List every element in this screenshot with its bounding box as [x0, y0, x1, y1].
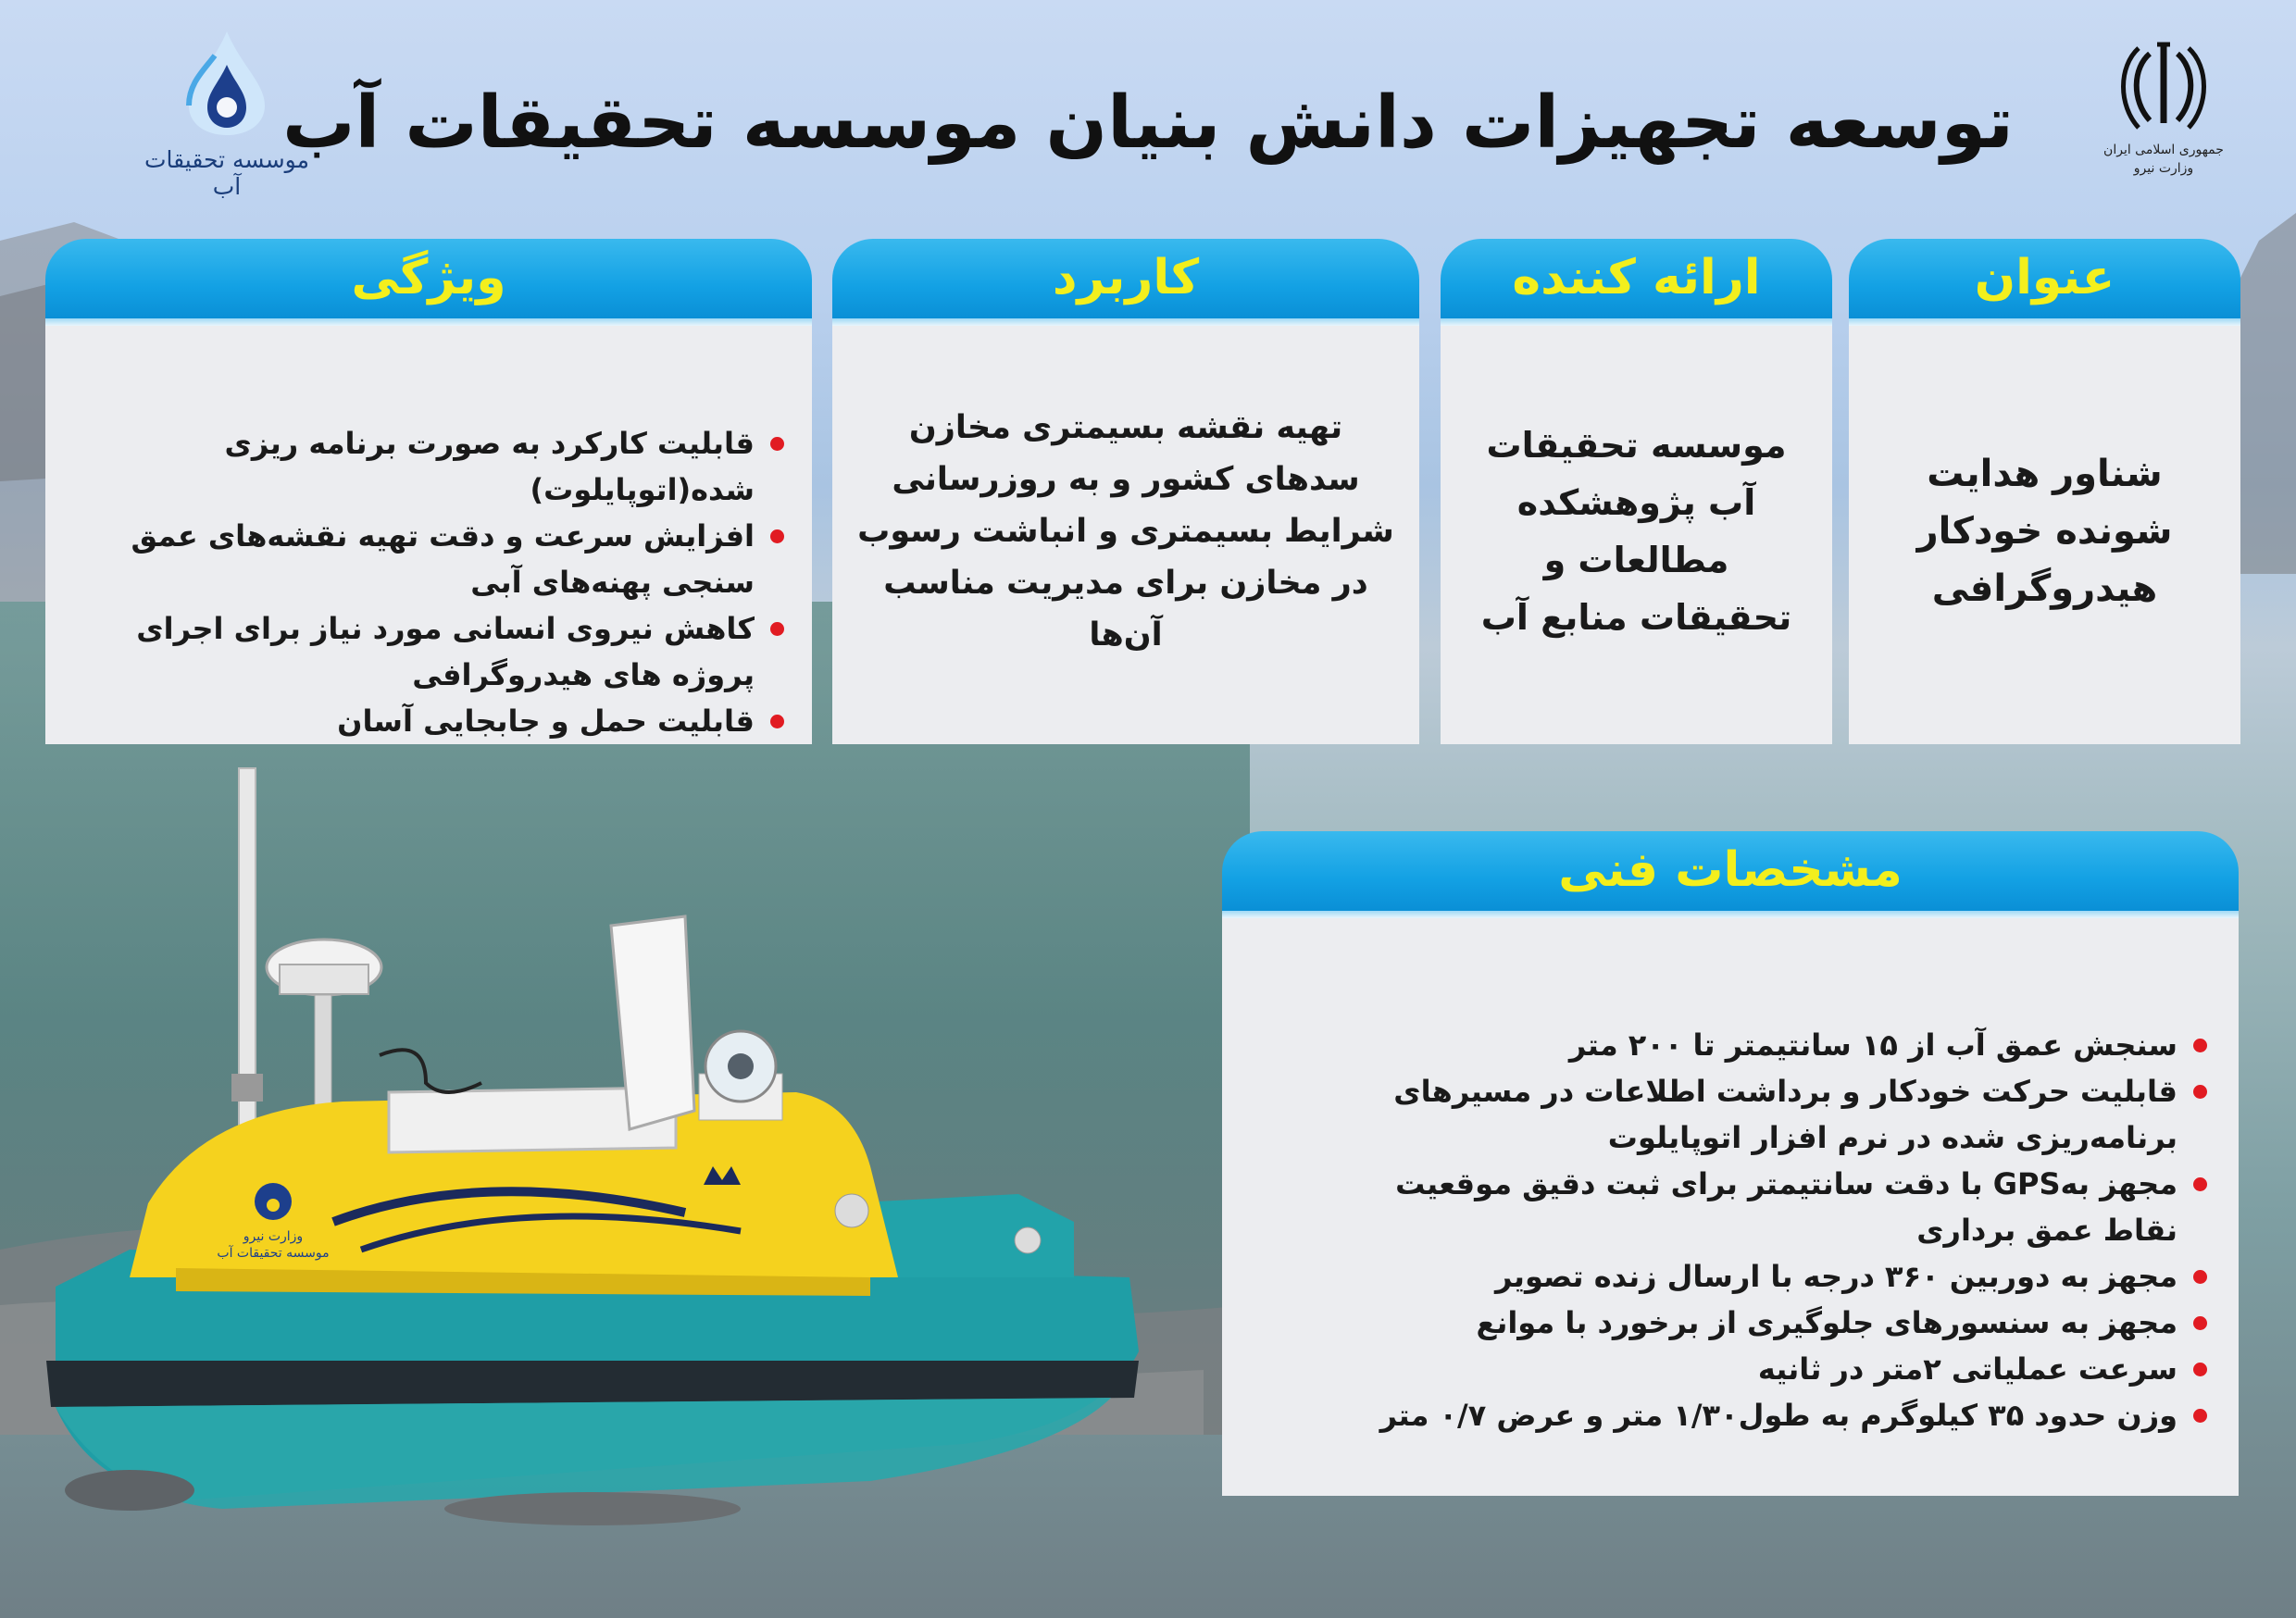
features-list-item: افزایش سرعت و دقت تهیه نقشه‌های عمق سنجی پهنه‌های آبی	[73, 513, 792, 605]
card-specs-body	[1222, 911, 2239, 1496]
card-title-heading: عنوان	[1849, 239, 2240, 318]
card-specs	[1222, 831, 2239, 1496]
specs-list	[1370, 1022, 2215, 1438]
features-list-item: قابلیت کارکرد به صورت برنامه ریزی شده(اتوپایلوت)	[73, 420, 792, 513]
specs-list-item: وزن حدود ۳۵ کیلوگرم به طول۱/۳۰ متر و عرض ۰/۷ متر	[1370, 1392, 2215, 1438]
features-list-item: کاهش نیروی انسانی مورد نیاز برای اجرای پروژه های هیدروگرافی	[73, 605, 792, 698]
specs-list-item: مجهز بهGPS با دقت سانتیمتر برای ثبت دقیق موقعیت نقاط عمق برداری	[1370, 1161, 2215, 1253]
card-provider	[1441, 239, 1832, 744]
right-logo-caption-line1: جمهوری اسلامی ایران	[2103, 143, 2224, 157]
right-logo-caption-line2: وزارت نیرو	[2133, 161, 2194, 176]
specs-list-item: سنجش عمق آب از ۱۵ سانتیمتر تا ۲۰۰ متر	[1370, 1022, 2215, 1068]
page-title: توسعه تجهیزات دانش بنیان موسسه تحقیقات آب	[282, 81, 2014, 165]
boat-decal-line1: وزارت نیرو	[243, 1229, 304, 1244]
card-usage-text: تهیه نقشه بسیمتری مخازن سدهای کشور و به روزرسانی شرایط بسیمتری و انباشت رسوب در مخازن برای مدیریت مناسب آن‌ها	[832, 318, 1419, 744]
card-features-body	[45, 318, 812, 744]
card-provider-heading: ارائه کننده	[1441, 239, 1832, 318]
boat-decal-line2: موسسه تحقیقات آب	[217, 1246, 330, 1261]
card-usage-heading: کاربرد	[832, 239, 1419, 318]
card-features-heading: ویژگی	[45, 239, 812, 318]
specs-list-item: مجهز به سنسورهای جلوگیری از برخورد با موانع	[1370, 1300, 2215, 1346]
specs-list-item: مجهز به دوربین ۳۶۰ درجه با ارسال زنده تصویر	[1370, 1253, 2215, 1300]
features-list	[73, 420, 792, 744]
card-specs-heading: مشخصات فنی	[1222, 831, 2239, 911]
card-title	[1849, 239, 2240, 744]
hydrographic-boat-image	[37, 759, 1176, 1527]
specs-list-item: قابلیت حرکت خودکار و برداشت اطلاعات در مسیرهای برنامه‌ریزی شده در نرم افزار اتوپایلوت	[1370, 1068, 2215, 1161]
features-list-item: قابلیت حمل و جابجایی آسان	[73, 698, 792, 744]
left-logo-caption: موسسه تحقیقات آب	[144, 146, 309, 200]
card-title-text: شناور هدایت شونده خودکار هیدروگرافی	[1849, 318, 2240, 744]
card-provider-text: موسسه تحقیقات آب پژوهشکده مطالعات و تحقیقات منابع آب	[1441, 318, 1832, 744]
specs-list-item: سرعت عملیاتی ۲متر در ثانیه	[1370, 1346, 2215, 1392]
card-features	[45, 239, 812, 744]
card-usage	[832, 239, 1419, 744]
